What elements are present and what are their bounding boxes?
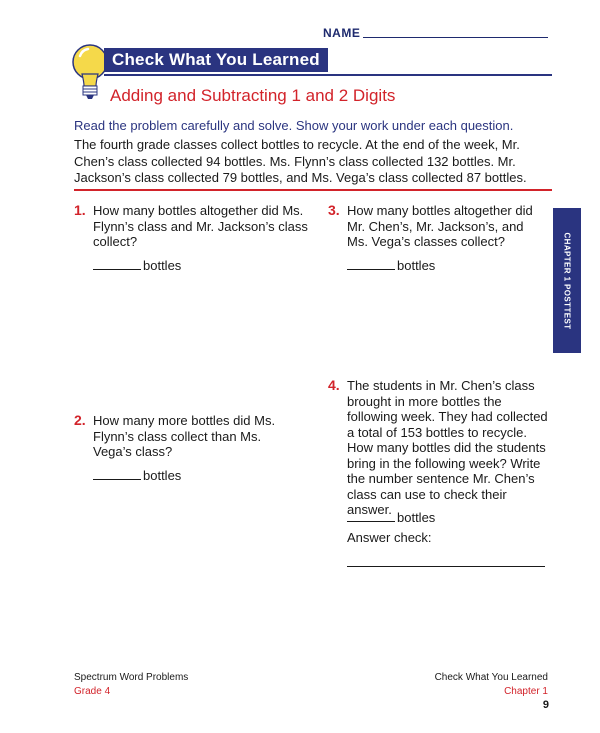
footer-section-title: Check What You Learned [434,672,548,683]
question-text: How many bottles altogether did Ms. Flynn’s class and Mr. Jackson’s class collect? [93,203,308,249]
question-4 [328,377,555,518]
answer-blank[interactable] [93,258,141,270]
question-number: 1. [74,202,86,218]
answer-check-line[interactable] [347,566,545,567]
answer-4 [347,510,435,525]
question-1 [74,202,313,250]
title-rule [104,74,552,76]
page-title-banner: Check What You Learned [104,48,328,72]
question-3 [328,202,547,250]
answer-3 [347,258,435,273]
answer-unit: bottles [143,258,182,273]
footer-chapter: Chapter 1 [504,686,548,697]
question-text: How many more bottles did Ms. Flynn’s class collect than Ms. Vega’s class? [93,413,276,459]
answer-1 [93,258,181,273]
answer-unit: bottles [143,468,182,483]
name-line[interactable] [363,37,548,38]
answer-check-label: Answer check: [347,530,432,545]
answer-unit: bottles [397,258,436,273]
question-number: 4. [328,377,340,393]
footer-book-title: Spectrum Word Problems [74,672,189,683]
answer-blank[interactable] [93,468,141,480]
name-label: NAME [323,26,361,40]
footer-grade: Grade 4 [74,686,111,697]
question-number: 3. [328,202,340,218]
instructions: Read the problem carefully and solve. Show your work under each question. [74,118,514,133]
page-subtitle: Adding and Subtracting 1 and 2 Digits [110,86,396,105]
side-tab-label: CHAPTER 1 POSTTEST [562,232,572,329]
answer-unit: bottles [397,510,436,525]
question-text: How many bottles altogether did Mr. Chen’s, Mr. Jackson’s, and Ms. Vega’s classes collect? [347,203,533,249]
chapter-side-tab [553,208,581,353]
question-text: The students in Mr. Chen’s class brought in more bottles the following week. They had collected a total of 153 bottles to recycle. How many bottles did the students bring in the following week? Write the number sentence Mr. Chen’s class can use to check their answer. [347,378,548,517]
question-2 [74,412,303,460]
page-number: 9 [542,699,549,711]
answer-blank[interactable] [347,510,395,522]
answer-blank[interactable] [347,258,395,270]
question-number: 2. [74,412,86,428]
problem-passage: The fourth grade classes collect bottles to recycle. At the end of the week, Mr. Chen’s class collected 94 bottles. Ms. Flynn’s class collected 132 bottles. Mr. Jackson’s class collected 79 bottles, and Ms. Vega’s class collected 87 bottles. [74,137,527,185]
passage-divider [74,189,552,191]
answer-2 [93,468,181,483]
